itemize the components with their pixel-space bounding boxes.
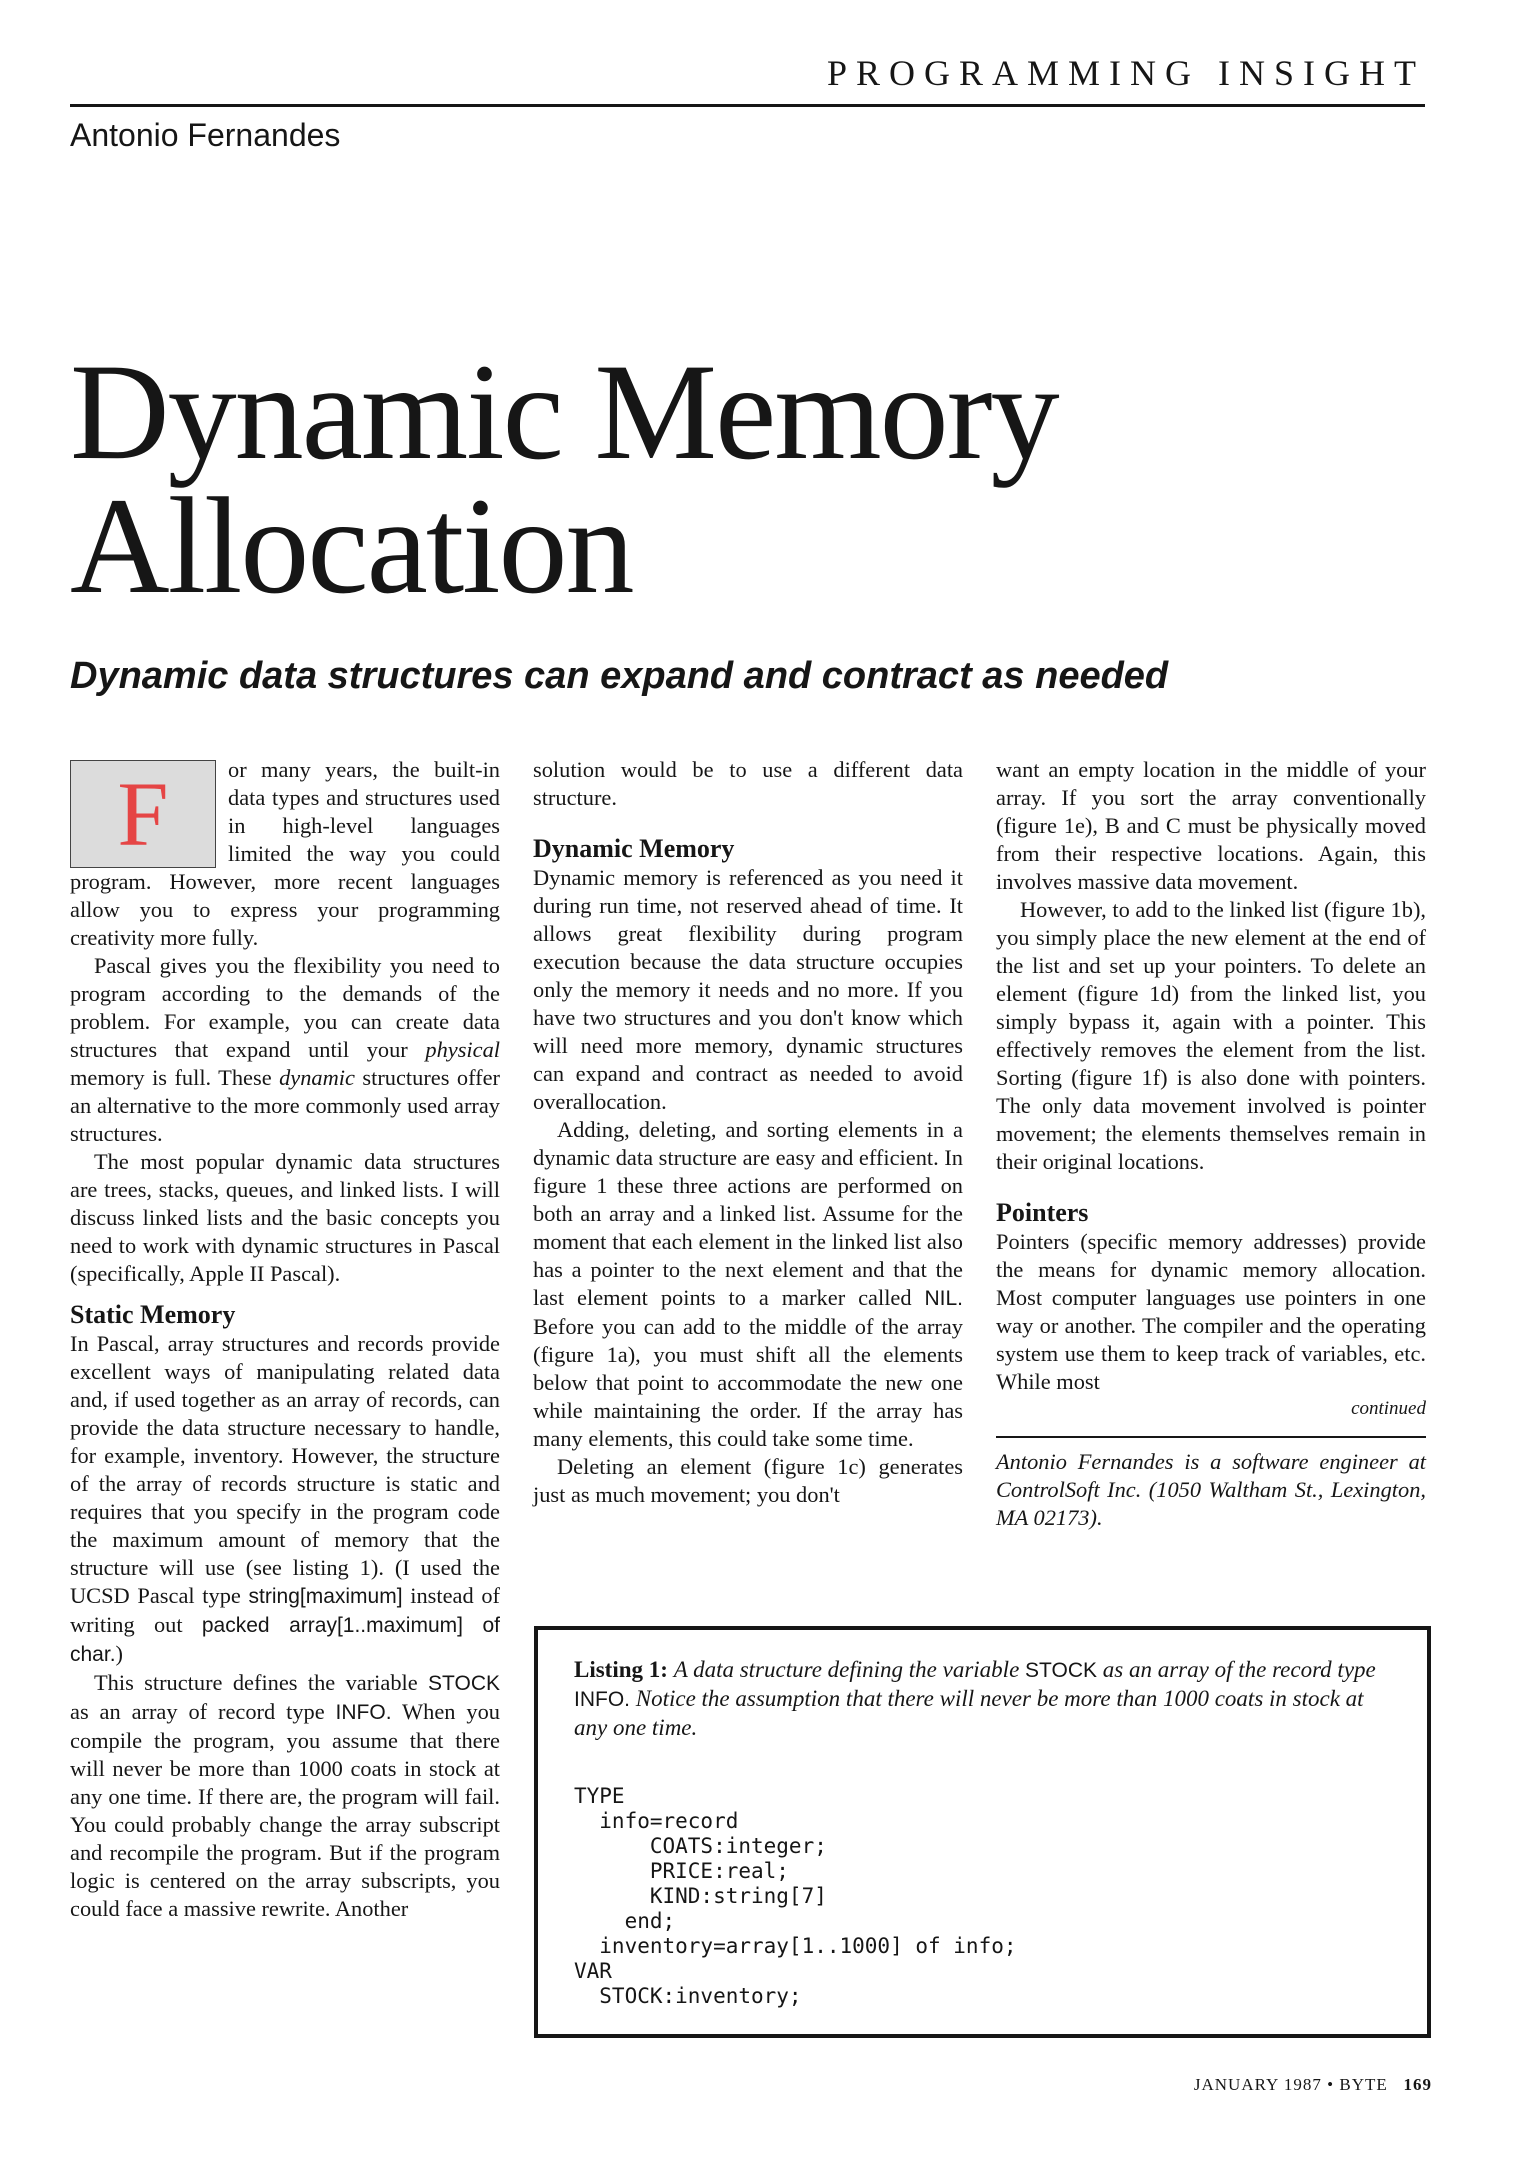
- paragraph-dynamic-structures: The most popular dynamic data structures are trees, stacks, queues, and linked lists. I will discuss linked lists and the basic concepts you need to work with dynamic structures in Pascal (specifically, Apple II Pascal).: [70, 1149, 500, 1286]
- paragraph-stock-structure: This structure defines the variable STOCK as an array of record type INFO. When you compile the program, you assume that there will never be more than 1000 coats in stock at any one time. If there are, the program will fail. You could probably change the array subscript and recompile the program. But if the program logic is centered on the array subscripts, you could face a massive rewrite. Another: [70, 1670, 500, 1921]
- paragraph-deleting: Deleting an element (figure 1c) generates just as much movement; you don't: [533, 1454, 963, 1507]
- article-title: [70, 335, 1058, 622]
- listing-label: Listing 1:: [574, 1657, 668, 1682]
- column-1: [70, 756, 500, 1923]
- continued-label: continued: [1351, 1398, 1426, 1419]
- paragraph-linked-list: However, to add to the linked list (figure 1b), you simply place the new element at the end of the list and set up your pointers. To delete an element (figure 1d) from the linked list, you simply bypass it, again with a pointer. This effectively removes the element from the list. Sorting (figure 1f) is also done with pointers. The only data movement involved is pointer movement; the elements themselves remain in their original locations.: [996, 897, 1426, 1174]
- heading-pointers: Pointers: [996, 1198, 1089, 1227]
- paragraph-array-sort: want an empty location in the middle of your array. If you sort the array conventionally (figure 1e), B and C must be physically moved from their respective locations. Again, this involves massive data movement.: [996, 757, 1426, 894]
- paragraph-static-memory: In Pascal, array structures and records provide excellent ways of manipulating related data and, if used together as an array of records, can provide the data structure necessary to handle, for example, inventory. However, the structure of the array of records structure is static and requires that you specify in the program code the maximum amount of memory that the structure will use (see listing 1). (I used the UCSD Pascal type string[maximum] instead of writing out packed array[1..maximum] of char.): [70, 1331, 500, 1666]
- paragraph-intro: or many years, the built-in data types and structures used in high-level languages limited the way you could program. However, more recent languages allow you to express your programming creativity more fully.: [70, 757, 500, 950]
- listing-1-box: [534, 1626, 1431, 2038]
- column-3: [996, 756, 1426, 1532]
- header-rule: [70, 104, 1425, 107]
- column-2: [533, 756, 963, 1509]
- paragraph-pascal-flexibility: Pascal gives you the flexibility you need to program according to the demands of the problem. For example, you can create data structures that expand until your physical memory is full. These dynamic structures offer an alternative to the more commonly used array structures.: [70, 953, 500, 1146]
- paragraph-pointers: Pointers (specific memory addresses) provide the means for dynamic memory allocation. Most computer languages use pointers in one way or another. The compiler and the operating system use them to keep track of variables, etc. While most: [996, 1229, 1426, 1394]
- paragraph-different-structure: solution would be to use a different data structure.: [533, 757, 963, 810]
- author-name: Antonio Fernandes: [70, 117, 341, 153]
- title-line-1: Dynamic Memory: [70, 335, 1058, 488]
- title-line-2: Allocation: [70, 469, 633, 622]
- section-header: PROGRAMMING INSIGHT: [826, 53, 1425, 93]
- heading-dynamic-memory: Dynamic Memory: [533, 834, 735, 863]
- bio-rule: [996, 1436, 1426, 1438]
- drop-cap: F: [70, 760, 216, 868]
- article-subtitle: Dynamic data structures can expand and contract as needed: [70, 655, 1169, 697]
- paragraph-adding-deleting: Adding, deleting, and sorting elements in a dynamic data structure are easy and efficient. In figure 1 these three actions are performed on both an array and a linked list. Assume for the moment that each element in the linked list also has a pointer to the next element and that the last element points to a marker called NIL. Before you can add to the middle of the array (figure 1a), you must shift all the elements below that point to accommodate the new one while maintaining the order. If the array has many elements, this could take some time.: [533, 1117, 963, 1451]
- listing-code: TYPE info=record COATS:integer; PRICE:real; KIND:string[7] end; inventory=array[1..1000] of info; VAR STOCK:inventory;: [574, 1784, 1017, 2008]
- page-footer: [1000, 2075, 1432, 2095]
- author-bio: Antonio Fernandes is a software engineer at ControlSoft Inc. (1050 Waltham St., Lexington, MA 02173).: [996, 1449, 1426, 1530]
- footer-issue: JANUARY 1987 • BYTE: [1193, 2075, 1388, 2094]
- heading-static-memory: Static Memory: [70, 1300, 236, 1329]
- page-number: 169: [1403, 2075, 1432, 2094]
- listing-caption: Listing 1: A data structure defining the variable STOCK as an array of the record type INFO. Notice the assumption that there will never be more than 1000 coats in stock at any one time.: [574, 1657, 1376, 1740]
- paragraph-dynamic-memory: Dynamic memory is referenced as you need it during run time, not reserved ahead of time. It allows great flexibility during program execution because the data structure occupies only the memory it needs and no more. If you have two structures and you don't know which will need more memory, dynamic structures can expand and contract as needed to avoid overallocation.: [533, 865, 963, 1114]
